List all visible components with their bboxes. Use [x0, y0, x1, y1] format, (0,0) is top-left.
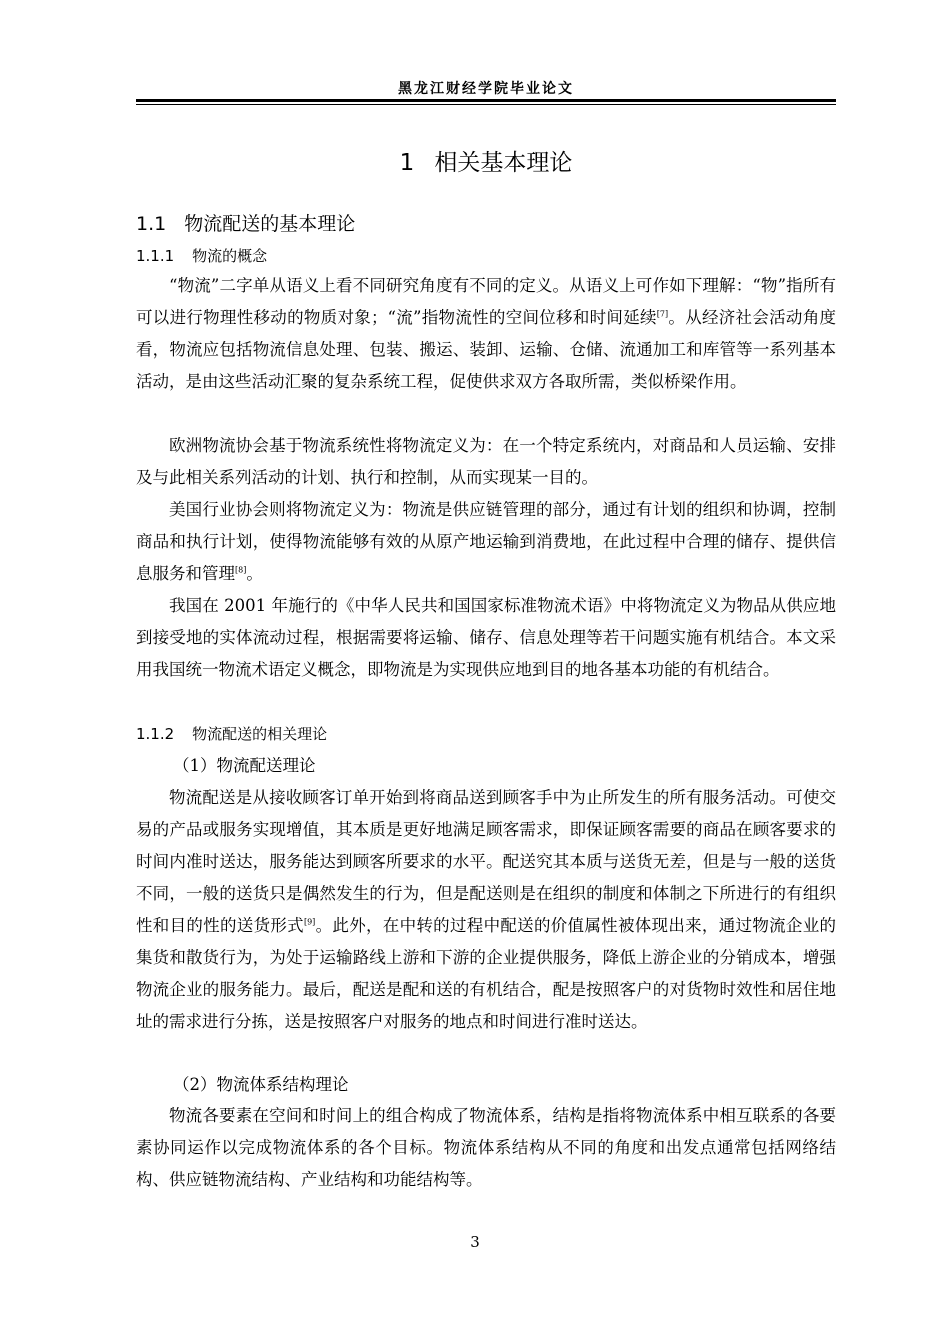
paragraph-american-definition [136, 494, 836, 590]
chapter-heading [136, 144, 836, 177]
paragraph-system-structure-theory [136, 1100, 836, 1196]
paragraph-european-definition [136, 430, 836, 494]
paragraph-text: 。从经济社会活动角度看，物流应包括物流信息处理、包装、搬运、装卸、运输、仓储、流通加工和库管等一系列基本活动，是由这些活动汇聚的复杂系统工程，促使供求双方各取所需，类似桥梁作用。 [136, 308, 836, 391]
paragraph-text: 物流配送是从接收顾客订单开始到将商品送到顾客手中为止所发生的所有服务活动。可使交易的产品或服务实现增值，其本质是更好地满足顾客需求，即保证顾客需要的商品在顾客要求的时间内准时送达，服务能达到顾客所要求的水平。配送究其本质与送货无差，但是与一般的送货不同，一般的送货只是偶然发生的行为，但是配送则是在组织的制度和体制之下所进行的有组织性和目的性的送货形式 [136, 788, 836, 935]
paragraph-logistics-definition [136, 270, 836, 398]
paragraph-distribution-theory [136, 782, 836, 1038]
paragraph-text: 美国行业协会则将物流定义为：物流是供应链管理的部分，通过有计划的组织和协调，控制商品和执行计划，使得物流能够有效的从原产地运输到消费地，在此过程中合理的储存、提供信息服务和管理 [136, 500, 836, 583]
item-label-distribution-theory: （1）物流配送理论 [173, 756, 316, 775]
subsection-heading-2 [136, 723, 327, 744]
item-label-system-structure-theory: （2）物流体系结构理论 [173, 1075, 349, 1094]
subsection-title: 物流配送的相关理论 [192, 725, 328, 743]
chapter-title: 相关基本理论 [434, 150, 573, 176]
subsection-number: 1.1.2 [136, 725, 175, 743]
paragraph-text: 我国在 2001 年施行的《中华人民共和国国家标准物流术语》中将物流定义为物品从供应地到接受地的实体流动过程，根据需要将运输、储存、信息处理等若干问题实施有机结合。本文采用我国统一物流术语定义概念，即物流是为实现供应地到目的地各基本功能的有机结合。 [136, 596, 836, 679]
page-number: 3 [470, 1233, 480, 1251]
header-rule-thin [136, 104, 836, 105]
running-header-title: 黑龙江财经学院毕业论文 [398, 81, 574, 97]
section-number: 1.1 [136, 213, 167, 235]
paragraph-text: “物流”二字单从语义上看不同研究角度有不同的定义。从语义上可作如下理解：“物”指所有可以进行物理性移动的物质对象；“流”指物流性的空间位移和时间延续 [136, 276, 836, 327]
subsection-heading-1 [136, 245, 267, 266]
paragraph-text: 欧洲物流协会基于物流系统性将物流定义为：在一个特定系统内，对商品和人员运输、安排及与此相关系列活动的计划、执行和控制，从而实现某一目的。 [136, 436, 836, 487]
paragraph-china-definition [136, 590, 836, 686]
subsection-title: 物流的概念 [192, 247, 268, 265]
paragraph-text: 。此外，在中转的过程中配送的价值属性被体现出来，通过物流企业的集货和散货行为，为处于运输路线上游和下游的企业提供服务，降低上游企业的分销成本，增强物流企业的服务能力。最后，配送是配和送的有机结合，配是按照客户的对货物时效性和居住地址的需求进行分拣，送是按照客户对服务的地点和时间进行准时送达。 [136, 916, 837, 1031]
section-heading [136, 209, 355, 236]
paragraph-text: 。 [246, 564, 263, 583]
chapter-number: 1 [399, 150, 415, 176]
citation-ref: [7] [656, 309, 669, 319]
citation-ref: [8] [235, 565, 247, 575]
section-title: 物流配送的基本理论 [184, 213, 356, 235]
header-rule-thick [136, 99, 836, 102]
citation-ref: [9] [303, 917, 316, 927]
subsection-number: 1.1.1 [136, 247, 175, 265]
paragraph-text: 物流各要素在空间和时间上的组合构成了物流体系，结构是指将物流体系中相互联系的各要素协同运作以完成物流体系的各个目标。物流体系结构从不同的角度和出发点通常包括网络结构、供应链物流结构、产业结构和功能结构等。 [136, 1106, 836, 1189]
